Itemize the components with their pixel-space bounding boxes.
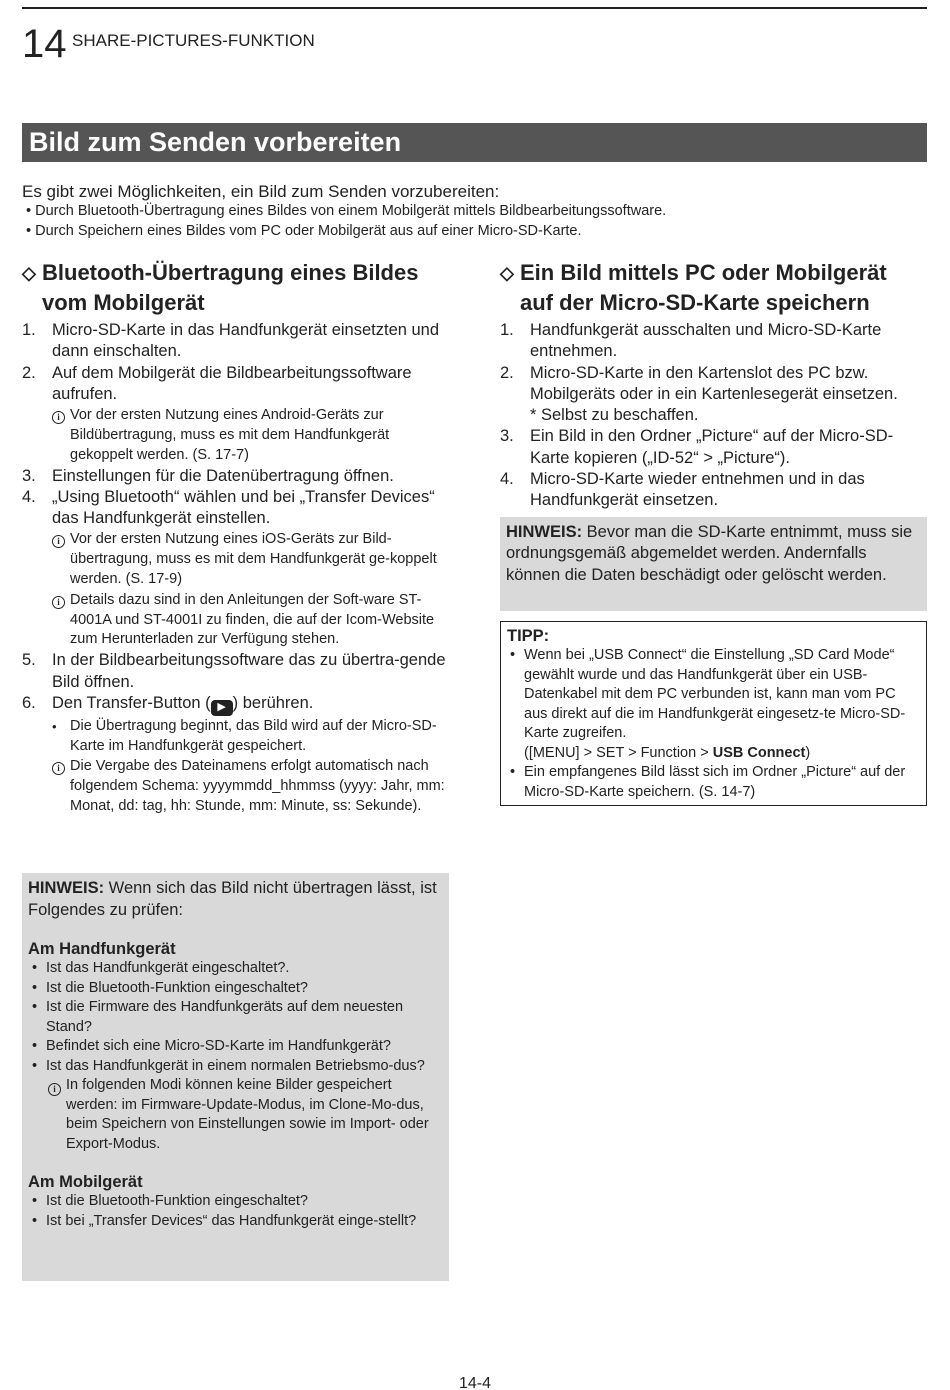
- sd-card-steps: [500, 320, 930, 512]
- chapter-title: SHARE-PICTURES-FUNKTION: [72, 31, 315, 50]
- list-item: • Ist bei „Transfer Devices“ das Handfunkgerät einge-stellt?: [32, 1212, 417, 1229]
- info-note: i Die Vergabe des Dateinamens erfolgt automatisch nach folgendem Schema: yyyymmdd_hhmmss (yyyy: Jahr, mm: Monat, dd: tag, hh: Stunde, mm: Minute, ss: Sekunde).: [52, 757, 452, 816]
- info-note: i Vor der ersten Nutzung eines Android-Geräts zur Bildübertragung, muss es mit dem Handfunkgerät gekoppelt werden. (S. 17-7): [52, 406, 452, 465]
- sd-card-section: [500, 258, 930, 512]
- mobile-subheading: Am Mobilgerät: [28, 1173, 143, 1191]
- step-item: 4. Micro-SD-Karte wieder entnehmen und in das Handfunkgerät einsetzen.: [500, 470, 865, 510]
- list-item: • Ist die Bluetooth-Funktion eingeschaltet?: [32, 979, 308, 996]
- info-note: i In folgenden Modi können keine Bilder gespeichert werden: im Firmware-Update-Modus, im Clone-Mo-dus, beim Speichern von Einstellungen sowie im Import- oder Export-Modus.: [28, 1076, 443, 1154]
- bluetooth-section-title: ◇ Bluetooth-Übertragung eines Bildes vom Mobilgerät: [22, 260, 419, 315]
- list-item: • Befindet sich eine Micro-SD-Karte im Handfunkgerät?: [32, 1038, 391, 1054]
- bluetooth-steps: [22, 320, 452, 817]
- step-item: 1. Micro-SD-Karte in das Handfunkgerät einsetzten und dann einschalten.: [22, 321, 440, 361]
- list-item: • Durch Speichern eines Bildes vom PC oder Mobilgerät aus auf einer Micro-SD-Karte.: [26, 222, 582, 239]
- list-item: • Ist das Handfunkgerät in einem normalen Betriebsmo-dus?: [32, 1057, 425, 1074]
- chapter-number: 14: [22, 22, 67, 66]
- step-item: 2. Micro-SD-Karte in den Kartenslot des PC bzw. Mobilgeräts oder in ein Kartenlesegerät einsetzen. * Selbst zu beschaffen.: [500, 363, 898, 425]
- step-item: 5. In der Bildbearbeitungssoftware das zu übertra-gende Bild öffnen.: [22, 651, 446, 691]
- info-icon: i: [52, 762, 65, 775]
- info-note: i Vor der ersten Nutzung eines iOS-Geräts zur Bild-übertragung, muss es mit dem Handfunkgerät ge-koppelt werden. (S. 17-9): [52, 530, 452, 589]
- info-note: i Details dazu sind in den Anleitungen der Soft-ware ST-4001A und ST-4001I zu finden, die auf der Icom-Website zum Herunterladen zur Verfügung stehen.: [52, 591, 452, 650]
- mobile-checklist: [28, 1192, 443, 1231]
- info-icon: i: [48, 1083, 61, 1096]
- diamond-icon: ◇: [500, 263, 514, 283]
- intro-lead: Es gibt zwei Möglichkeiten, ein Bild zum Senden vorzubereiten:: [22, 182, 500, 201]
- step-item: 2. Auf dem Mobilgerät die Bildbearbeitungssoftware aufrufen. i Vor der ersten Nutzung eines Android-Geräts zur Bildübertragung, muss es mit dem Handfunkgerät gekoppelt werden. (S. 17-7): [22, 363, 452, 466]
- transfer-button-icon: ▶: [211, 700, 233, 716]
- step-item: 6. Den Transfer-Button ( ▶ ) berühren. • Die Übertragung beginnt, das Bild wird auf der Micro-SD-Karte im Handfunkgerät gespeichert. i Die Vergabe des Dateinamens erfolgt automatisch nach folgendem Schema: yyyymmdd_hhmmss (yyyy: Jahr, mm: Monat, dd: tag, hh: Stunde, mm: Minute, ss: Sekunde).: [22, 693, 452, 817]
- bullet-note: • Die Übertragung beginnt, das Bild wird auf der Micro-SD-Karte im Handfunkgerät gespeichert.: [52, 717, 437, 754]
- top-rule: [22, 7, 927, 9]
- list-item: • Wenn bei „USB Connect“ die Einstellung „SD Card Mode“ gewählt wurde und das Handfunkgerät über ein USB-Datenkabel mit dem PC verbunden ist, kann man vom PC aus direkt auf die im Handfunkgerät eingesetz-te Micro-SD-Karte zugreifen. ([MENU] > SET > Function > USB Connect): [510, 647, 906, 761]
- sd-card-section-title: ◇ Ein Bild mittels PC oder Mobilgerät auf der Micro-SD-Karte speichern: [500, 260, 887, 315]
- hinweis-note: HINWEIS: Bevor man die SD-Karte entnimmt, muss sie ordnungsgemäß abgemeldet werden. Andernfalls können die Daten beschädigt oder gelöscht werden.: [500, 517, 927, 611]
- step-item: 3. Ein Bild in den Ordner „Picture“ auf der Micro-SD-Karte kopieren („ID-52“ > „Picture“).: [500, 427, 894, 467]
- tipp-list: [507, 646, 920, 802]
- troubleshooting-intro: HINWEIS: Wenn sich das Bild nicht übertragen lässt, ist Folgendes zu prüfen:: [28, 879, 437, 919]
- step-item: 1. Handfunkgerät ausschalten und Micro-SD-Karte entnehmen.: [500, 321, 882, 361]
- section-banner: Bild zum Senden vorbereiten: [22, 123, 927, 162]
- device-checklist: [28, 959, 443, 1076]
- intro: [22, 182, 927, 241]
- list-item: • Ein empfangenes Bild lässt sich im Ordner „Picture“ auf der Micro-SD-Karte speichern. (S. 14-7): [510, 764, 906, 800]
- tipp-box: [500, 621, 927, 806]
- bluetooth-section: [22, 258, 452, 817]
- info-icon: i: [52, 411, 65, 424]
- tipp-title: TIPP:: [507, 627, 550, 645]
- info-icon: i: [52, 596, 65, 609]
- troubleshooting-note: [22, 873, 449, 1281]
- list-item: • Ist die Bluetooth-Funktion eingeschaltet?: [32, 1193, 308, 1209]
- step-item: 4. „Using Bluetooth“ wählen und bei „Transfer Devices“ das Handfunkgerät einstellen. i Vor der ersten Nutzung eines iOS-Geräts zur Bild-übertragung, muss es mit dem Handfunkgerät ge-koppelt werden. (S. 17-9) i Details dazu sind in den Anleitungen der Soft-ware ST-4001A und ST-4001I zu finden, die auf der Icom-Website zum Herunterladen zur Verfügung stehen.: [22, 487, 452, 650]
- list-item: • Ist die Firmware des Handfunkgeräts auf dem neuesten Stand?: [32, 999, 404, 1035]
- device-subheading: Am Handfunkgerät: [28, 940, 176, 958]
- list-item: • Ist das Handfunkgerät eingeschaltet?.: [32, 960, 290, 976]
- page-number: 14-4: [458, 1375, 492, 1390]
- diamond-icon: ◇: [22, 263, 36, 283]
- info-icon: i: [52, 535, 65, 548]
- intro-list: [22, 202, 927, 241]
- step-item: 3. Einstellungen für die Datenübertragung öffnen.: [22, 466, 394, 485]
- list-item: • Durch Bluetooth-Übertragung eines Bildes von einem Mobilgerät mittels Bildbearbeitungssoftware.: [26, 203, 667, 219]
